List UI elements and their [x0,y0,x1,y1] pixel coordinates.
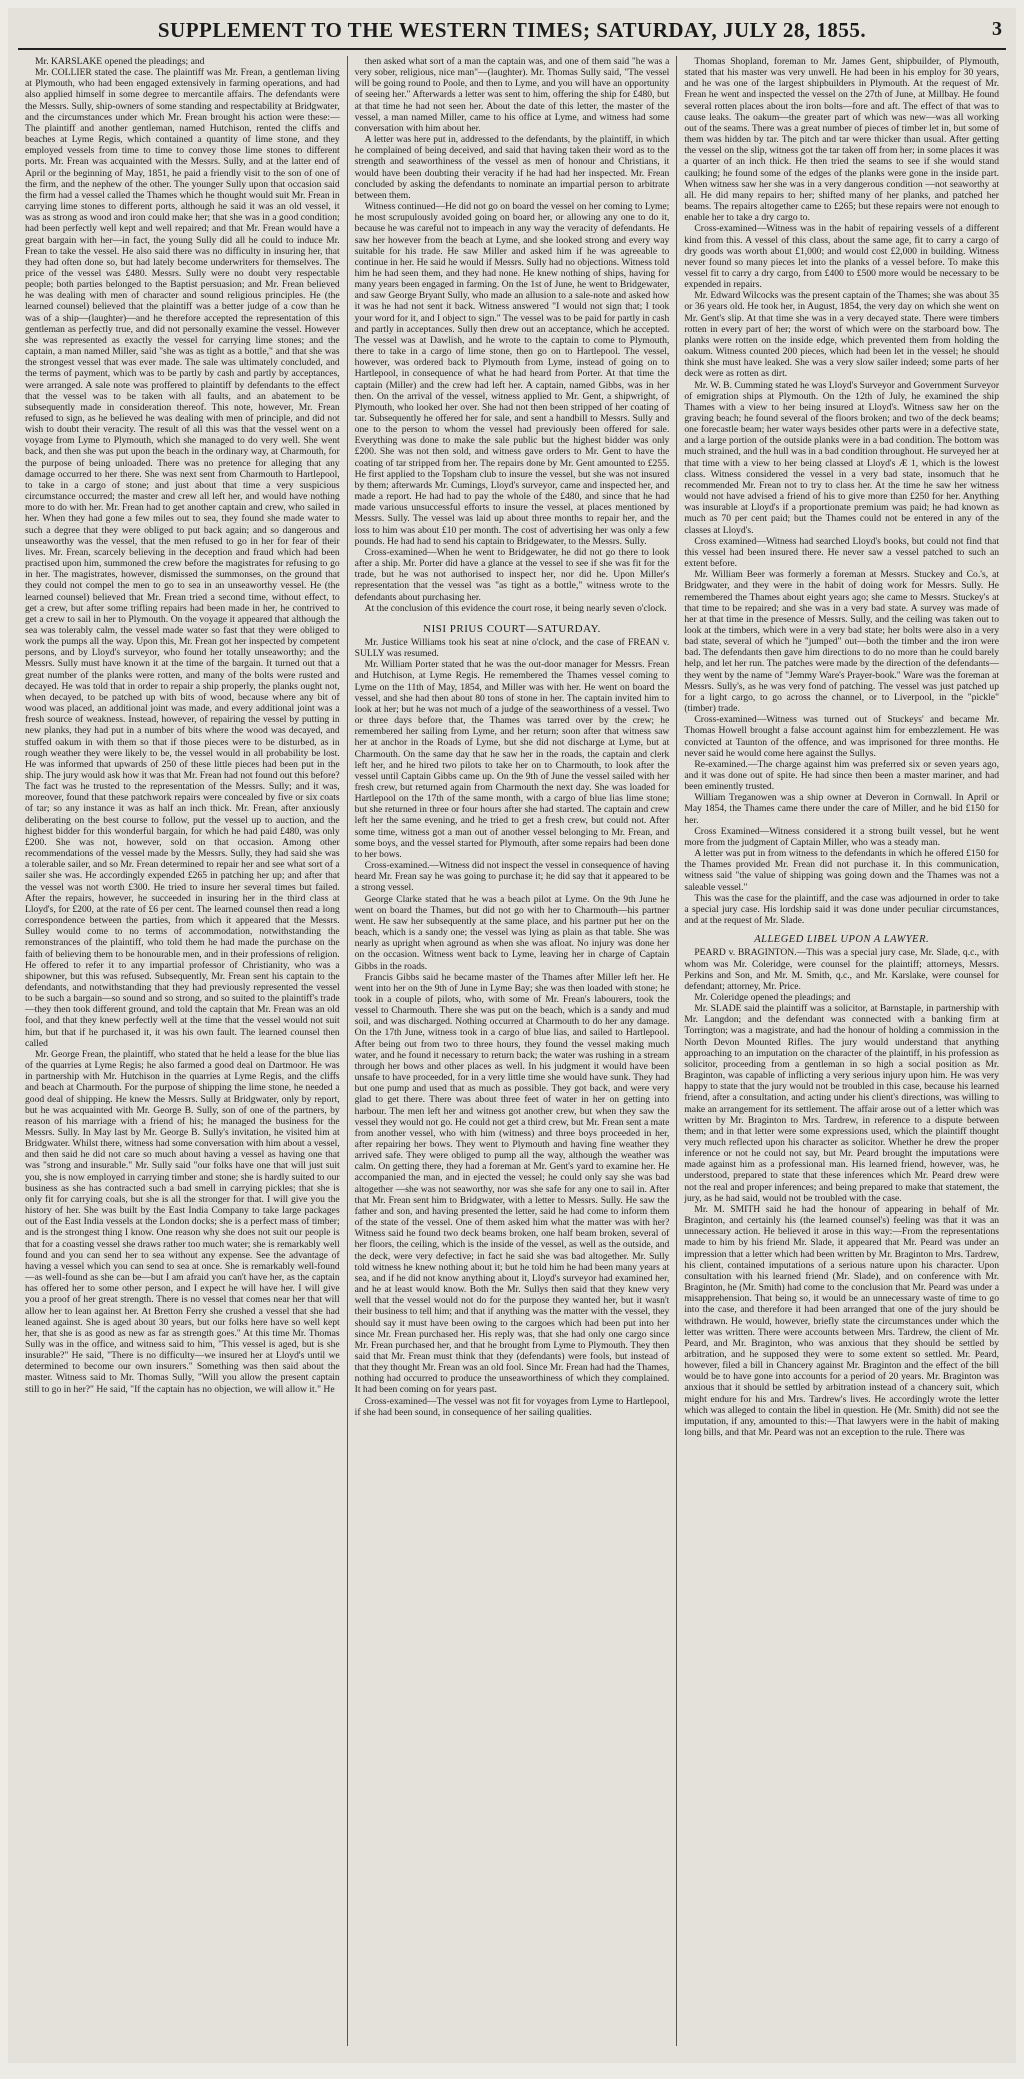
article-paragraph: Mr. SLADE said the plaintiff was a solicitor, at Barnstaple, in partnership with Mr. Langdon; and the defendant was connected with a banking firm at Torrington; was a magistrate, and had the honour of holding a commission in the North Devon Mounted Rifles. The jury would understand that anything approaching to an imputation on the character of the plaintiff, in his profession as solicitor, proceeding from a gentleman in so high a social position as Mr. Braginton, was capable of inflicting a very serious injury upon him. He was very happy to state that the jury would not be troubled in this case, because his learned friend, after a consultation, and acting under his client's directions, was willing to make an arrangement for its settlement. The affair arose out of a letter which was written by Mr. Braginton to Mrs. Tardrew, in reference to a dispute between them; and in that letter were some expressions used, which the plaintiff thought very much reflected upon his character as solicitor. Whether he drew the proper inference or not he could not say, but Mr. Peard brought the imputations were made against him as a professional man. His learned friend, however, was, he understood, prepared to state that these inferences which Mr. Peard drew were not the real and proper inferences; and being prepared to make that statement, the jury, as he had said, would not be troubled with the case. [684,1003,1000,1204]
article-paragraph: Mr. COLLIER stated the case. The plaintiff was Mr. Frean, a gentleman living at Plymouth, who had been engaged extensively in farming operations, and had also applied himself in some degree to mercantile affairs. The defendants were the Messrs. Sully, ship-owners of some standing and respectability at Bridgwater, and the circumstances under which Mr. Frean brought his action were these:—The plaintiff and another gentleman, named Hutchison, rented the cliffs and beaches at Lyme Regis, which contained a quantity of lime stone, and they employed vessels from time to time to convey those lime stones to different ports. Mr. Frean was acquainted with the Messrs. Sully, and at the latter end of April or the beginning of May, 1851, he paid a friendly visit to the son of one of the firm, and the nephew of the other. The younger Sully upon that occasion said the firm had a vessel called the Thames which he thought would suit Mr. Frean in carrying lime stones to different ports, although he said it was an old vessel, it was as strong as wood and iron could make her; that she was in a good condition; had been perfectly well kept and well repaired; and that Mr. Frean would have a great bargain with her—in fact, the young Sully did all he could to induce Mr. Frean to take the vessel. He also said there was no difficulty in insuring her, that they had often done so, but had lately become underwriters for themselves. The price of the vessel was £480. Messrs. Sully were no doubt very respectable people; both parties belonged to the Baptist persuasion; and Mr. Frean believed he was dealing with men of character and sound religious principles. He (the learned counsel) believed that the plaintiff was a better judge of a cow than he was of a ship—(laughter)—and he therefore accepted the representation of this gentleman as perfectly true, and did not personally examine the vessel. However she was represented as exactly the vessel for carrying lime stones; and the captain, a man named Miller, said "she was as tight as a bottle," and that she was the strongest vessel that was ever made. The sale was ultimately concluded, and the terms of payment, which was to be partly by cash and partly by acceptances, were arranged. A sale note was proffered to plaintiff by defendants to the effect that the vessel was to be taken with all faults, and an abatement to be subsequently made in consideration thereof. This note, however, Mr. Frean refused to sign, as he believed he was dealing with men of principle, and did not wish to doubt their veracity. The result of all this was that the vessel went on a voyage from Lyme to Plymouth, which she managed to do very well. She went back, and then she was put upon the beach in the ordinary way, at Charmouth, for the purpose of being unloaded. There was no pretence for alleging that any damage occurred to her there. She was next sent from Charmouth to Hartlepool, to take in a cargo of stone; and just about that time a very suspicious circumstance occurred; the master and crew all left her, and would have nothing more to do with her. Mr. Frean had to get another captain and crew, who sailed in her. When they had gone a few miles out to sea, they found she made water to such a degree that they were obliged to put back again; and so dangerous and unseaworthy was the vessel, that the men refused to go in her for fear of their lives. Mr. Frean, scarcely believing in the deception and fraud which had been practised upon him, summoned the crew before the magistrates for refusing to go in her. The magistrates, however, dismissed the summonses, on the ground that they could not compel the men to go to sea in an unseaworthy vessel. He (the learned counsel) believed that Mr. Frean tried a second time, without effect, to get a crew, but after some trifling repairs had been made in her, he contrived to get a crew to sail in her to Plymouth. On the voyage it appeared that although the sea was tolerably calm, the vessel made water so fast that they were obliged to work the pumps all the way. Upon this, Mr. Frean got her inspected by competent persons, and by Lloyd's surveyor, who found her totally unseaworthy; and the Messrs. Sully must have known it at the time of the bargain. It turned out that a great number of the planks were rotten, and many of the bolts were rusted and decayed. He was told that in order to repair a ship properly, the planks ought not, when decayed, to be patched up with bits of wood, because where any bit of wood was placed, an additional joint was made, and every additional joint was a fresh source of weakness. Instead, however, of repairing the vessel by putting in new planks, they had put in a number of bits where the wood was decayed, and stuffed oakum in with them so that if those pieces were to be disturbed, as in rough weather they were likely to be, the vessel would in all probability be lost. He was informed that upwards of 250 of these little pieces had been put in the ship. The jury would ask how it was that Mr. Frean had not found out this before? The fact was he trusted to the representation of the Messrs. Sully; and it was, moreover, found that these patchwork repairs were concealed by five or six coats of tar; so any instance it was as half an inch thick. Mr. Frean, after anxiously deliberating on the best course to follow, put the vessel up to auction, and the highest bidder for this wonderful bargain, for which he had paid £480, was only £200. She was not, however, sold on that occasion. Among other recommendations of the vessel made by the Messrs. Sully, they had said she was a tolerable sailer, and so Mr. Frean determined to repair her and see what sort of a sailer she was. He accordingly expended £265 in patching her up; and after that the vessel was not worth £300. He tried to insure her several times but failed. After the repairs, however, he succeeded in insuring her in the third class at Lloyd's, for £200, at the rate of £6 per cent. The learned counsel then read a long correspondence between the parties, from which it appeared that the Messrs. Sulley would come to no terms of accommodation, notwithstanding the remonstrances of the plaintiff, who told them he had made the purchase on the faith of believing them to be honourable men, and in their professions of religion. He offered to refer it to any impartial professor of Christianity, who was a shipowner, but this was refused. Subsequently, Mr. Frean sent his captain to the defendants, and notwithstanding that they had previously represented the vessel to be such a bargain—so sound and so strong, and so suited to the plaintiff's trade—they then took different ground, and told the captain that Mr. Frean was an old fool, and that they knew perfectly well at the time that the vessel would not suit him, but that if he purchased it, it was his own fault. The learned counsel then called [25,67,340,1049]
article-paragraph: Mr. William Beer was formerly a foreman at Messrs. Stuckey and Co.'s, at Bridgwater, and they were in the habit of doing work for Messrs. Sully. He remembered the Thames about eight years ago; she came to Messrs. Stuckey's at that time to be repaired; and she was in a very bad state. A survey was made of her at that time in the presence of Messrs. Sully, and the ceiling was taken out to look at the timbers, which were in a very bad state; her bolts were also in a very bad state, several of which he "jumped" out—both the timber and the iron were bad. The defendants then gave him directions to do no more than he could barely help, and let her run. The patches were made by the direction of the defendants—they went by the name of "Jemmy Ware's Prayer-book." Ware was the foreman at Messrs. Sully's, as he was very fond of patching. The vessel was just patched up for a light cargo, to go across the channel, or to Liverpool, in the "pickle" (timber) trade. [684,569,1000,715]
article-paragraph: George Clarke stated that he was a beach pilot at Lyme. On the 9th June he went on board the Thames, but did not go with her to Charmouth—his partner went. He saw her subsequently at the same place, and his partner put her on the beach, which is a sandy one; the vessel was lying as plain as that table. She was nearly as upright when aground as when she was afloat. No injury was done her on the occasion. Witness went back to Lyme, leaving her in charge of Captain Gibbs in the roads. [354,893,670,972]
article-paragraph: Cross-examined—Witness was turned out of Stuckeys' and became Mr. Thomas Howell brought a false account against him for embezzlement. He was convicted at Taunton of the offence, and was imprisoned for three months. He never said he would come here against the Sullys. [684,714,1000,759]
article-paragraph: A letter was here put in, addressed to the defendants, by the plaintiff, in which he complained of being deceived, and said that having taken their word as to the strength and seaworthiness of the vessel as men of honour and Christians, it would have been doubting their veracity if he had had her inspected. Mr. Frean concluded by asking the defendants to nominate an impartial person to arbitrate between them. [354,134,670,201]
article-paragraph: Cross examined—Witness had searched Lloyd's books, but could not find that this vessel had been insured there. He never saw a vessel patched to such an extent before. [684,535,1000,570]
article-paragraph: A letter was put in from witness to the defendants in which he offered £150 for the Thames provided Mr. Frean did not purchase it. In this communication, witness said "the value of shipping was going down and the Thames was not a saleable vessel." [684,848,1000,893]
column-2 [348,56,678,2046]
column-1 [18,56,348,2046]
column-3 [677,56,1006,2046]
article-paragraph: Francis Gibbs said he became master of the Thames after Miller left her. He went into her on the 9th of June in Lyme Bay; she was then loaded with stone; he took in a couple of pilots, who, with some of Mr. Frean's labourers, took the vessel to Charmouth. There she was put on the beach, which is a sandy and mud soil, and was discharged. Nothing occurred at Charmouth to do her any damage. On the 17th June, witness took in a cargo of blue lias, and sailed to Hartlepool. After being out from two to three hours, they found the vessel making much water, and he found it necessary to return back; the water was rushing in a stream through her bows and other places as well. In his judgment it would have been unsafe to have proceeded, for in a very little time she would have sunk. They had but one pump and used that as much as possible. They got back, and were very glad to get there. There was about three feet of water in her on getting into harbour. The men left her and witness got another crew, but when they saw the vessel they would not go. He could not get a third crew, but Mr. Frean sent a mate from another vessel, who with him (witness) and three boys proceeded in her, after repairing her bows. They went to Plymouth and having fine weather they arrived safe. They were obliged to pump all the way, although the weather was calm. On getting there, they had a foreman at Mr. Gent's yard to examine her. He accompanied the man, and in ejected the vessel; he could only say she was bad altogether —she was not seaworthy, nor was she safe for any one to sail in. After that Mr. Frean sent him to Bridgwater, with a letter to Messrs. Sully. He saw the father and son, and having presented the letter, said he had come to inform them of the state of the vessel. One of them asked him what the matter was with her? Witness said he found two deck beams broken, one half beam broken, several of her floors, the ceiling, which is the inside of the vessel, as well as the outside, and the deck, were very defective; in fact he said she was bad altogether. Mr. Sully told witness he knew nothing about it; but he told him he had been many years at sea, and if he did not know anything about it, Lloyd's surveyor had examined her, and he at least would know. Both the Mr. Sullys then said that they knew very well that the vessel would not do for the purpose they wanted her, but it wasn't their business to tell him; and that if anything was the matter with the vessel, they should say it must have been owing to the cargoes which had been put into her since Mr. Frean purchased her. His reply was, that she had only one cargo since Mr. Frean purchased her, and that he brought from Lyme to Plymouth. They then said that Mr. Frean must think that they (defendants) were fools, but instead of that they thought Mr. Frean was an old fool. Since Mr. Frean had had the Thames, nothing had occurred to produce the unseaworthiness of which they complained. It had been coming on for years past. [354,971,670,1396]
article-paragraph: Mr. Justice Williams took his seat at nine o'clock, and the case of FREAN v. SULLY was resumed. [354,636,670,660]
article-paragraph: Mr. Coleridge opened the pleadings; and [694,991,851,1003]
article-paragraph: At the conclusion of this evidence the court rose, it being nearly seven o'clock. [364,602,667,614]
text-columns [18,56,1006,2046]
article-paragraph: Cross-examined—Witness was in the habit of repairing vessels of a different kind from this. A vessel of this class, about the same age, fit to carry a cargo of dry goods was worth about £1,000; and would cost £2,000 in building. Witness never found so many pieces let into the planks of a vessel before. To make this vessel fit to carry a dry cargo, from £400 to £500 more would be necessary to be expended in repairs. [684,223,1000,291]
article-paragraph: Mr. M. SMITH said he had the honour of appearing in behalf of Mr. Braginton, and certainly his (the learned counsel's) feeling was that it was an unnecessary action. He believed it arose in this way:—From the representations made to him by his friend Mr. Slade, it appeared that Mr. Peard was under an impression that a letter which had been written by Mr. Braginton to Mrs. Tardrew, his client, contained imputations of a serious nature upon his character. Upon consultation with his learned friend (Mr. Slade), and on conference with Mr. Braginton, he (Mr. Smith) had come to the conclusion that Mr. Peard was under a misapprehension. That being so, it would be an unnecessary waste of time to go into the case, and therefore it had been arranged that one of the jury should be withdrawn. He would, however, briefly state the circumstances under which the letter was written. There were accounts between Mrs. Tardrew, the client of Mr. Peard, and Mr. Braginton, who was anxious that they should be settled by arbitration, and he supposed they were to some extent so settled. Mr. Peard, however, filed a bill in Chancery against Mr. Braginton and the effect of the bill would be to have gone into accounts for a period of 20 years. Mr. Braginton was anxious that it should be settled by arbitration instead of a chancery suit, which might endure for his and Mrs. Tardrew's lives. He accordingly wrote the letter which was alleged to contain the libel in question. He (Mr. Smith) did not see the imputation, if any, amounted to this:—That lawyers were in the habit of making long bills, and that Mr. Peard was not an exception to the rule. There was [684,1203,1000,1439]
article-paragraph: William Treganowen was a ship owner at Deveron in Cornwall. In April or May 1854, the Thames came there under the care of Miller, and he bid £150 for her. [684,792,1000,826]
article-paragraph: Mr. Edward Wilcocks was the present captain of the Thames; she was about 35 or 36 years old. He took her, in August, 1854, the very day on which she went on Mr. Gent's slip. At that time she was in a very decayed state. There were timbers rotten in every part of her; the worst of which were on the starboard bow. The planks were rotten on the inside edge, which prevented them from holding the oakum. Witness counted 200 pieces, which had been let in the vessel; he should think she must have leaked. She was a very slow sailer indeed; some parts of her deck were as rotten as dirt. [684,290,1000,380]
page-number: 3 [992,18,1002,40]
article-paragraph: then asked what sort of a man the captain was, and one of them said "he was a very sober, religious, nice man"—(laughter). Mr. Thomas Sully said, "The vessel will be going round to Poole, and then to Lyme, and you will have an opportunity of seeing her." Afterwards a letter was sent to him, offering the ship for £480, but at that time he had not seen her. About the date of this letter, the master of the vessel, a man named Miller, came to his office at Lyme, and witness had some conversation with him about her. [354,56,670,134]
article-paragraph: Mr. W. B. Cumming stated he was Lloyd's Surveyor and Government Surveyor of emigration ships at Plymouth. On the 12th of July, he examined the ship Thames with a view to her being insured at Lloyd's. Witness saw her on the graving beach; he found several of the floors broken; and two of the deck beams; one forecastle beam; her water ways besides other parts were in a defective state, and a large portion of the outside planks were in a bad condition. The bottom was much strained, and the hull was in a bad condition throughout. He surveyed her at that time with a view to her being classed at Lloyd's Æ 1, which is the lowest class. Witness considered the vessel in a very bad state, insomuch that he recommended Mr. Frean not to try to class her. At the time he saw her witness would not have advised a friend of his to give more than £250 for her. Anything was insurable at Lloyd's if a proportionate premium was paid; he had known as much as 70 per cent paid; but the Thames could not be entered in any of the classes at Lloyd's. [684,379,1000,536]
section-subheading: ALLEGED LIBEL UPON A LAWYER. [754,934,930,946]
article-paragraph: Cross-examined—The vessel was not fit for voyages from Lyme to Hartlepool, if she had been sound, in consequence of her sailing qualities. [354,1395,670,1418]
section-heading: NISI PRIUS COURT—SATURDAY. [423,622,601,635]
article-paragraph: Mr. George Frean, the plaintiff, who stated that he held a lease for the blue lias of the quarries at Lyme Regis; he also farmed a good deal on Dartmoor. He was in partnership with Mr. Hutchison in the quarries at Lyme Regis, and the cliffs and beach at Charmouth. For the purpose of shipping the lime stone, he needed a good deal of shipping. He knew the Messrs. Sully at Bridgwater, only by report, but he was acquainted with Mr. George B. Sully, son of one of the partners, by reason of his marriage with a friend of his; he managed the business for the Messrs. Sully. In May last by Mr. George B. Sully's invitation, he visited him at Bridgwater. Whilst there, witness had some conversation with him about a vessel, and then said he did not care so much about having a vessel as having one that was "strong and insurable." Mr. Sully said "our folks have one that will just suit you, she is now employed in carrying timber and stone; she is hardly suited to our business as she has contracted such a bad smell in carrying pickles; that she is only fit for carrying coals, but she is all the stronger for that. I will give you the history of her. She was built by the East India Company to take large packages out of the East India vessels at the London docks; she is a perfect mass of timber; and is the strongest thing I know. One reason why she does not suit our people is that for a coasting vessel she draws rather too much water; she is remarkably well found and you can send her to sea without any expense. See the advantage of having a vessel which you can send to sea at once. She is remarkably well-found—as well-found as she can be—but I am afraid you can't have her, as the captain has offered her to some other person, and I expect he will have her. I will give you a proof of her great strength. There is no vessel that comes near her that will allow her to lean against her. At Bretton Ferry she crushed a vessel that she had leaned against. She is aged about 30 years, but our folks here have so well kept her, that she is as good as new as far as strength goes." At this time Mr. Thomas Sully was in the office, and witness said to him, "This vessel is aged, but is she insurable?" He said, "There is no difficulty—we insured her at Lloyd's until we determined to become our own insurers." Something was then said about the master. Witness said to Mr. Thomas Sully, "Will you allow the present captain still to go in her?" He said, "If the captain has no objection, we will allow it." He [25,1048,340,1395]
article-paragraph: Mr. KARSLAKE opened the pleadings; and [35,56,205,67]
masthead-title: SUPPLEMENT TO THE WESTERN TIMES; SATURDAY, JULY 28, 1855. [157,18,867,42]
article-paragraph: Re-examined.—The charge against him was preferred six or seven years ago, and it was done out of spite. He had since then been a master mariner, and had been eminently trusted. [684,758,1000,793]
article-paragraph: Thomas Shopland, foreman to Mr. James Gent, shipbuilder, of Plymouth, stated that his master was very unwell. He had been in his employ for 30 years, and he was one of the largest shipbuilders in Plymouth. At the request of Mr. Frean he went and inspected the vessel on the 27th of June, at Millbay. He found several rotten places about the iron bolts—fore and aft. The effect of that was to cause leaks. The oakum—the greater part of which was new—was all working out of the seams. There was a great number of pieces of timber let in, but some of them was hidden by tar. The pitch and tar were thicker than usual. After getting the vessel on the slip, witness got the tar taken off from her; in some places it was a quarter of an inch thick. He then tried the seams to see if she would stand caulking; he found some of the edges of the planks were gone in the inside part. When witness saw her she was in a very dangerous condition —not seaworthy at all. He did many repairs to her; shifted many of her planks, and patched her beams. The repairs altogether came to £265; but these repairs were not enough to enable her to take a dry cargo to. [684,56,1000,224]
article-paragraph: Cross Examined—Witness considered it a strong built vessel, but he went more from the judgment of Captain Miller, who was a steady man. [684,825,1000,848]
article-paragraph: Cross-examined.—Witness did not inspect the vessel in consequence of having heard Mr. Frean say he was going to purchase it; he did say that it appeared to be a strong vessel. [354,860,670,894]
article-paragraph: Witness continued—He did not go on board the vessel on her coming to Lyme; he most scrupulously avoided going on board her, or allowing any one to do it, because he was careful not to impeach in any way the veracity of defendants. He saw her however from the beach at Lyme, and she looked strong and every way suitable for his trade. He saw Miller and asked him if he was agreeable to continue in her. He said he would if Messrs. Sully had no objections. Witness told him he had seen them, and they had none. He knew nothing of ships, having for many years been engaged in farming. On the 1st of June, he went to Bridgewater, and saw George Bryant Sully, who made an allusion to a sale-note and asked how it was he had not sent it back. Witness answered "I would not sign that; I took your word for it, and I object to sign." The vessel was to be paid for partly in cash and partly in acceptances. Sully then drew out an acceptance, which he accepted. The vessel was at Dawlish, and he wrote to the captain to come to Plymouth, there to take in a cargo of lime stone, then go on to Hartlepool. The vessel, however, was ordered back to Plymouth from Lyme, instead of going on to Hartlepool, in consequence of what he had heard from Porter. At that time the captain (Miller) and the crew had left her. A captain, named Gibbs, was in her then. On the arrival of the vessel, witness applied to Mr. Gent, a shipwright, of Plymouth, who looked her over. She had not then been stripped of her coating of tar. Subsequently he offered her for sale, and sent a handbill to Messrs. Sully and one to the person to whom the vessel had previously been offered for sale. Everything was done to make the sale public but the highest bidder was only £200. She was not then sold, and witness gave orders to Mr. Gent to have the coating of tar stripped from her. The repairs done by Mr. Gent amounted to £255. He first applied to the Topsham club to insure the vessel, but she was not insured by them; afterwards Mr. Cumings, Lloyd's surveyor, came and inspected her, and made a report. He had had to pay the whole of the £480, and since that he had made various unsuccessful efforts to insure the vessel, at places mentioned by Messrs. Sully. The vessel was laid up about three months to repair her, and the loss to him was about £10 per month. The cost of advertising her was only a few pounds. He had had to send his captain to Bridgewater, to the Messrs. Sully. [354,201,670,547]
article-paragraph: PEARD v. BRAGINTON.—This was a special jury case, Mr. Slade, q.c., with whom was Mr. Coleridge, were counsel for the plaintiff; attorneys, Messrs. Perkins and Son, and Mr. M. Smith, q.c., and Mr. Karslake, were counsel for defendant; attorney, Mr. Price. [684,947,1000,992]
article-paragraph: This was the case for the plaintiff, and the case was adjourned in order to take a special jury case. His lordship said it was done under peculiar circumstances, and at the request of Mr. Slade. [684,892,1000,927]
page-header [18,14,1006,50]
article-paragraph: Mr. William Porter stated that he was the out-door manager for Messrs. Frean and Hutchison, at Lyme Regis. He remembered the Thames vessel coming to Lyme on the 11th of May, 1854, and Miller was with her. He went on board the vessel, and she had then about 80 tons of stone in her. The captain invited him to look at her; but he was not much of a judge of the seaworthiness of a vessel. Two or three days before that, the Thames was tarred over by the crew; he remembered her sailing from Lyme, and her return; soon after that witness saw her at anchor in the Roads of Lyme, but she did not discharge at Lyme, but at Charmouth. On the same day that he saw her in the roads, the captain and clerk left her, and he hired two pilots to take her on to Charmouth, to look after the vessel until Captain Gibbs came up. On the 9th of June the vessel sailed with her fresh crew, but returned again from Charmouth the next day. She was loaded for Hartlepool on the 17th of the same month, with a cargo of blue lias lime stone; but she returned in three or four hours after she had started. The captain and crew left her the same evening, and he tried to get a fresh crew, but could not. After some time, witness got a man out of another vessel belonging to Mr. Frean, and some boys, and the vessel started for Plymouth, after some repairs had been done to her bows. [354,659,670,860]
article-paragraph: Cross-examined—When he went to Bridgewater, he did not go there to look after a ship. Mr. Porter did have a glance at the vessel to see if she was fit for the trade, but he was not authorised to inspect her, nor did he. Upon Miller's representation that the vessel was "as tight as a bottle," witness wrote to the defendants about purchasing her. [354,546,670,603]
newspaper-page [8,8,1016,2063]
